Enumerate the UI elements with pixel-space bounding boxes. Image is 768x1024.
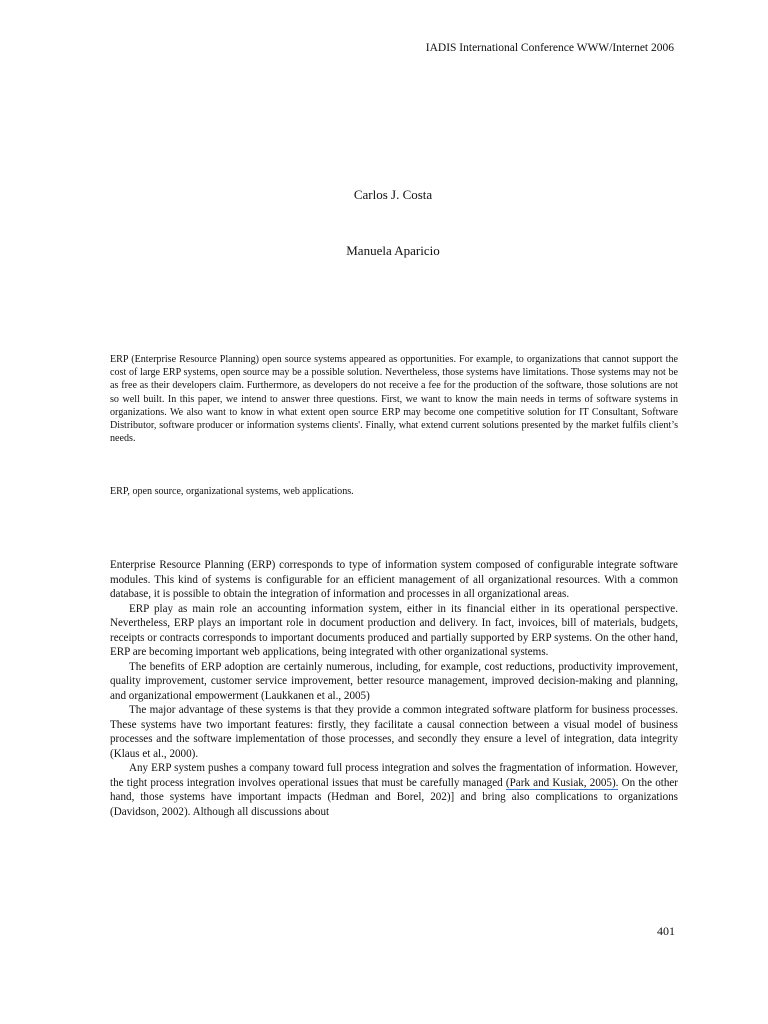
author-name: Carlos J. Costa bbox=[353, 187, 433, 202]
page-number: 401 bbox=[657, 924, 675, 938]
author-name: Manuela Aparicio bbox=[346, 243, 440, 258]
citation-link[interactable]: (Park and Kusiak, 2005). bbox=[505, 776, 619, 789]
body-paragraph: The major advantage of these systems is that they provide a common integrated software platform for business processes. These systems have two important features: firstly, they facilitate a causal connection between a visual model of business processes and the software implementation of those processes, and secondly they ensure a level of integration, data integrity (Klaus et al., 2000). bbox=[110, 704, 678, 760]
body-text-segment: On the other hand, those systems have important impacts (Hedman and Borel, 202)] and bring also complications to organizations (Davidson, 2002). Although all discussions about bbox=[110, 776, 678, 818]
running-header: IADIS International Conference WWW/Internet 2006 bbox=[425, 42, 674, 54]
body-paragraph: ERP play as main role an accounting information system, either in its financial either in its operational perspective. Nevertheless, ERP plays an important role in document production and delivery. In fact, invoices, bill of materials, budgets, receipts or contracts corresponds to important documents produced and partially supported by ERP systems. On the other hand, ERP are becoming important web applications, being integrated with other organizational systems. bbox=[110, 602, 678, 658]
body-paragraph bbox=[110, 761, 678, 819]
abstract-text: ERP (Enterprise Resource Planning) open source systems appeared as opportunities. For example, to organizations that cannot support the cost of large ERP systems, open source may be a possible solution. Nevertheless, those systems have limitations. Those systems may not be as free as their developers claim. Furthermore, as developers do not receive a fee for the production of the software, those solutions are not so well built. In this paper, we intend to answer three questions. First, we want to know the main needs in terms of software systems in organizations. We also want to know in what extent open source ERP may become one competitive solution for IT Consultant, Software Distributor, software producer or information systems clients'. Finally, what extend current solutions presented by the market fulfils client’s needs. bbox=[110, 354, 678, 445]
introduction-body bbox=[110, 558, 678, 819]
body-text-segment: Any ERP system pushes a company toward full process integration and solves the fragmentation of information. However, the tight process integration involves operational issues that must be carefully managed bbox=[110, 762, 678, 789]
body-paragraph: The benefits of ERP adoption are certainly numerous, including, for example, cost reductions, productivity improvement, quality improvement, customer service improvement, better resource management, improved decision-making and planning, and organizational empowerment (Laukkanen et al., 2005) bbox=[110, 660, 678, 702]
keywords-text: ERP, open source, organizational systems, web applications. bbox=[110, 486, 354, 497]
body-paragraph: Enterprise Resource Planning (ERP) corresponds to type of information system composed of configurable integrate software modules. This kind of systems is configurable for an efficient management of all organizational resources. With a common database, it is possible to obtain the integration of information and processes in all organizational areas. bbox=[110, 559, 678, 600]
